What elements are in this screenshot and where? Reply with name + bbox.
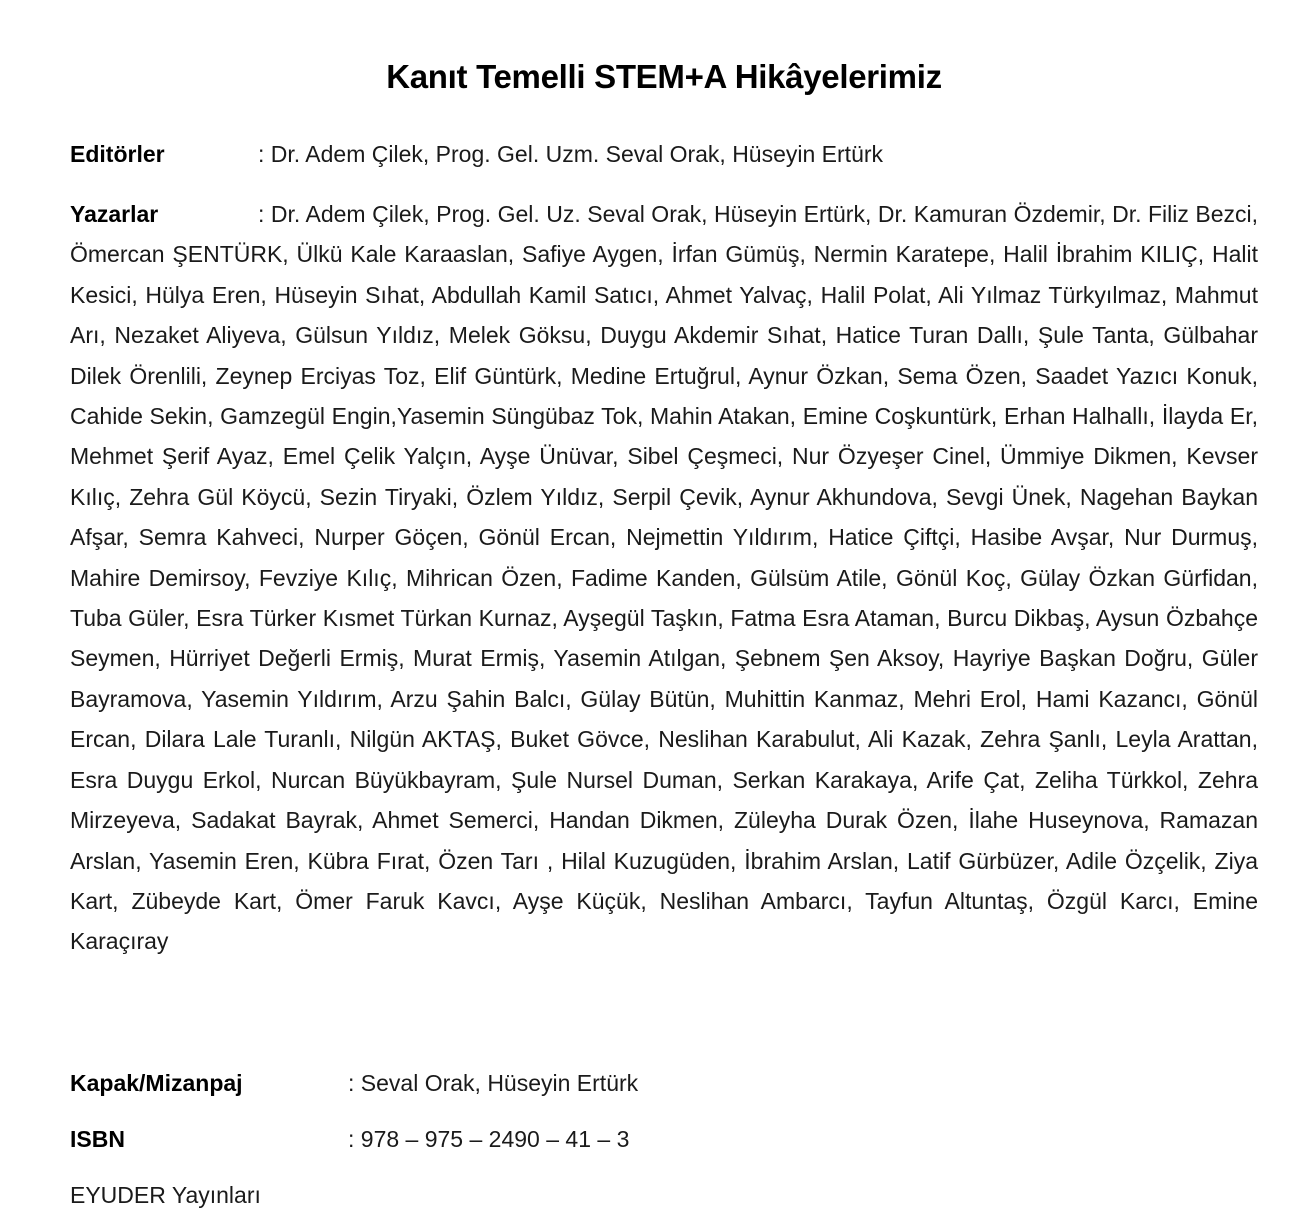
isbn-label: ISBN [70,1126,125,1152]
cover-layout-row [70,1063,638,1103]
isbn-row [70,1119,629,1159]
document-title: Kanıt Temelli STEM+A Hikâyelerimiz [386,58,942,95]
isbn-value: : 978 – 975 – 2490 – 41 – 3 [348,1126,630,1152]
editors-label: Editörler [70,141,165,167]
authors-value: : Dr. Adem Çilek, Prog. Gel. Uz. Seval Orak, Hüseyin Ertürk, Dr. Kamuran Özdemir, Dr. Filiz Bezci, Ömercan ŞENTÜRK, Ülkü Kale Karaaslan, Safiye Aygen, İrfan Gümüş, Nermin Karatepe, Halil İbrahim KILIÇ, Halit Kesici, Hülya Eren, Hüseyin Sıhat, Abdullah Kamil Satıcı, Ahmet Yalvaç, Halil Polat, Ali Yılmaz Türkyılmaz, Mahmut Arı, Nezaket Aliyeva, Gülsun Yıldız, Melek Göksu, Duygu Akdemir Sıhat, Hatice Turan Dallı, Şule Tanta, Gülbahar Dilek Örenlili, Zeynep Erciyas Toz, Elif Güntürk, Medine Ertuğrul, Aynur Özkan, Sema Özen, Saadet Yazıcı Konuk, Cahide Sekin, Gamzegül Engin,Yasemin Süngübaz Tok, Mahin Atakan, Emine Coşkuntürk, Erhan Halhallı, İlayda Er, Mehmet Şerif Ayaz, Emel Çelik Yalçın, Ayşe Ünüvar, Sibel Çeşmeci, Nur Özyeşer Cinel, Ümmiye Dikmen, Kevser Kılıç, Zehra Gül Köycü, Sezin Tiryaki, Özlem Yıldız, Serpil Çevik, Aynur Akhundova, Sevgi Ünek, Nagehan Baykan Afşar, Semra Kahveci, Nurper Göçen, Gönül Ercan, Nejmettin Yıldırım, Hatice Çiftçi, Hasibe Avşar, Nur Durmuş, Mahire Demirsoy, Fevziye Kılıç, Mihrican Özen, Fadime Kanden, Gülsüm Atile, Gönül Koç, Gülay Özkan Gürfidan, Tuba Güler, Esra Türker Kısmet Türkan Kurnaz, Ayşegül Taşkın, Fatma Esra Ataman, Burcu Dikbaş, Aysun Özbahçe Seymen, Hürriyet Değerli Ermiş, Murat Ermiş, Yasemin Atılgan, Şebnem Şen Aksoy, Hayriye Başkan Doğru, Güler Bayramova, Yasemin Yıldırım, Arzu Şahin Balcı, Gülay Bütün, Muhittin Kanmaz, Mehri Erol, Hami Kazancı, Gönül Ercan, Dilara Lale Turanlı, Nilgün AKTAŞ, Buket Gövce, Neslihan Karabulut, Ali Kazak, Zehra Şanlı, Leyla Arattan, Esra Duygu Erkol, Nurcan Büyükbayram, Şule Nursel Duman, Serkan Karakaya, Arife Çat, Zeliha Türkkol, Zehra Mirzeyeva, Sadakat Bayrak, Ahmet Semerci, Handan Dikmen, Züleyha Durak Özen, İlahe Huseynova, Ramazan Arslan, Yasemin Eren, Kübra Fırat, Özen Tarı , Hilal Kuzugüden, İbrahim Arslan, Latif Gürbüzer, Adile Özçelik, Ziya Kart, Zübeyde Kart, Ömer Faruk Kavcı, Ayşe Küçük, Neslihan Ambarcı, Tayfun Altuntaş, Özgül Karcı, Emine Karaçıray [70,201,1258,955]
authors-label: Yazarlar [70,201,159,227]
cover-layout-label: Kapak/Mizanpaj [70,1070,243,1096]
editors-value: : Dr. Adem Çilek, Prog. Gel. Uzm. Seval Orak, Hüseyin Ertürk [258,141,884,167]
cover-layout-value: : Seval Orak, Hüseyin Ertürk [348,1070,639,1096]
authors-paragraph [70,194,1258,962]
publisher-name: EYUDER Yayınları [70,1182,261,1208]
editors-row [70,134,883,174]
